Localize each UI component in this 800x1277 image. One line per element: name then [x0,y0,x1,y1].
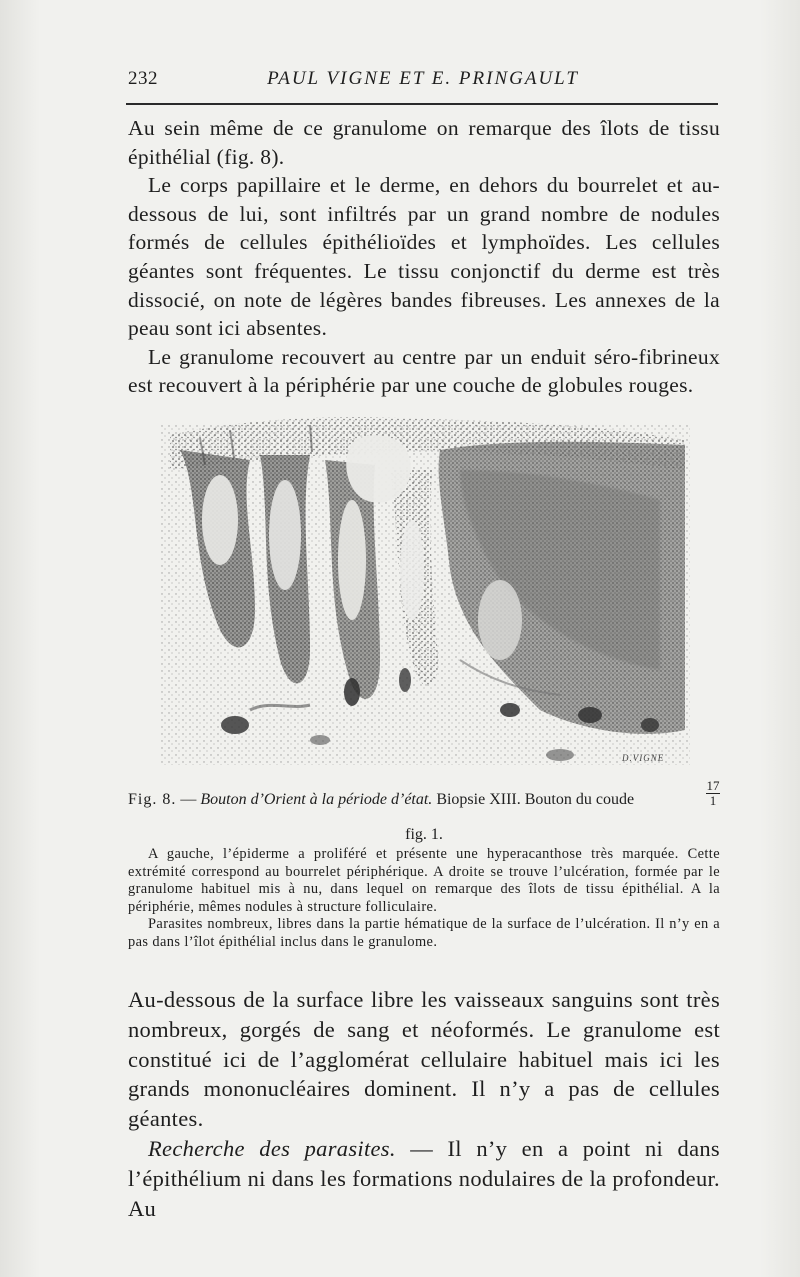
figure-title: Bouton d’Orient à la période d’état. [200,791,433,808]
bottom-text-block [128,985,720,1223]
caption-continuation: fig. 1. [405,826,443,843]
histology-drawing [160,410,690,780]
fraction-denominator: 1 [709,793,717,808]
paragraph [128,1134,720,1223]
caption-paragraph: A gauche, l’épiderme a proliféré et présente une hyperacanthose très marquée. Cette extrémité correspond au bourrelet périphérique. A droite se trouve l’ulcération, formée par le granulome habituel mis à nu, dans lequel on remarque des îlots de tissu épithélial. A la périphérie, mêmes nodules à structure folliculaire. [128,846,720,915]
paragraph: Le granulome recouvert au centre par un enduit séro-fibrineux est recouvert à la périphérie par une couche de globules rouges. [128,344,720,398]
magnification-fraction [706,779,720,808]
caption-dash: — [176,791,201,808]
figure-caption-title [128,778,720,821]
section-heading: Recherche des parasites. [148,1135,396,1161]
paragraph-text: — Il n’y en a point ni dans l’épithélium ni dans les formations nodulaires de la profondeur. Au [128,1135,720,1221]
page-header [128,68,718,96]
histology-illustration [160,410,690,780]
figure-caption-body [128,846,720,952]
page-number: 232 [128,68,158,89]
paragraph: Au-dessous de la surface libre les vaisseaux sanguins sont très nombreux, gorgés de sang et néoformés. Le granulome est constitué ici de l’agglomérat cellulaire habituel mais ici les grands mononucléaires dominent. Il n’y a pas de cellules géantes. [128,987,720,1132]
caption-paragraph: Parasites nombreux, libres dans la partie hématique de la surface de l’ulcération. Il n’y en a pas dans l’îlot épithélial inclus dans le granulome. [128,916,720,950]
illustrator-signature: D.VIGNE [622,753,665,763]
top-text-block [128,114,720,400]
paragraph: Le corps papillaire et le derme, en dehors du bourrelet et au-dessous de lui, sont infiltrés par un grand nombre de nodules formés de cellules épithélioïdes et lymphoïdes. Les cellules géantes sont fréquentes. Le tissu conjonctif du derme est très dissocié, on note de légères bandes fibreuses. Les annexes de la peau sont ici absentes. [128,173,720,341]
caption-rest: Biopsie XIII. Bouton du coude [432,791,635,808]
header-rule [126,103,718,105]
figure-label: Fig. 8. [128,791,177,808]
fraction-numerator: 17 [706,778,720,793]
paragraph: Au sein même de ce granulome on remarque des îlots de tissu épithélial (fig. 8). [128,116,720,169]
running-head: PAUL VIGNE ET E. PRINGAULT [267,68,579,89]
